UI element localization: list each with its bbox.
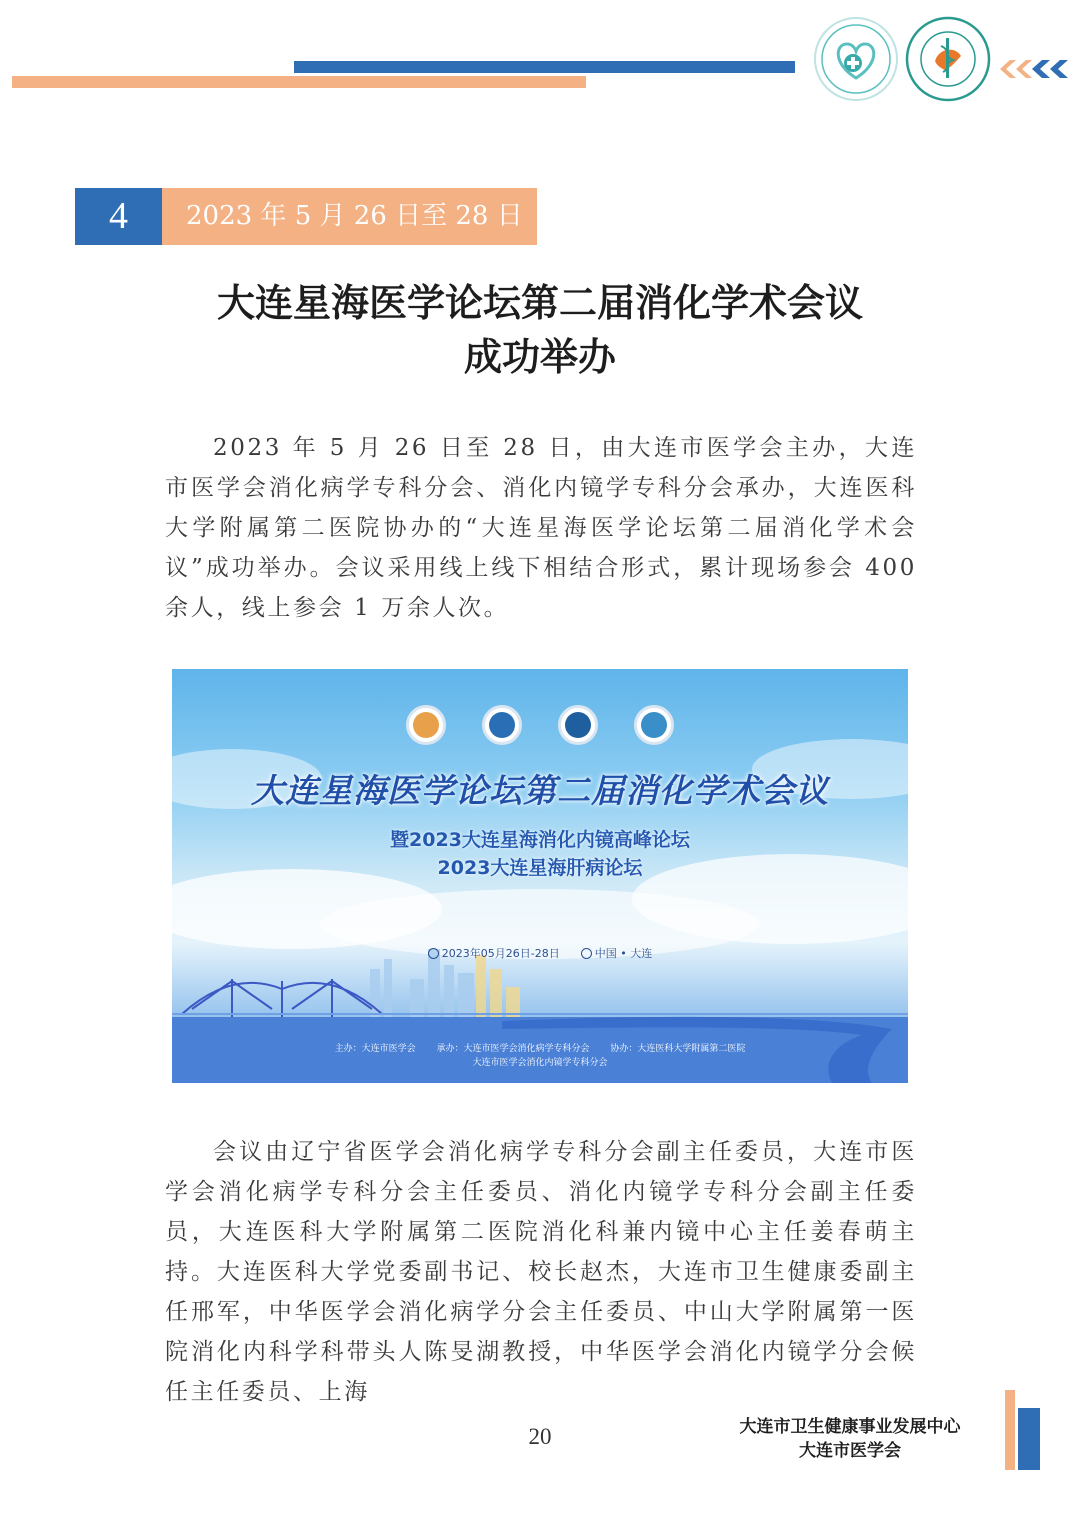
banner-logo-icon — [558, 705, 598, 745]
medical-association-logo-icon — [905, 16, 991, 102]
banner-co-organizer: 协办：大连医科大学附属第二医院 — [610, 1044, 746, 1054]
section-date: 2023 年 5 月 26 日至 28 日 — [162, 188, 537, 245]
footer-org-1: 大连市卫生健康事业发展中心 — [739, 1417, 961, 1437]
page-title — [90, 276, 990, 384]
chevron-left-icon — [1000, 60, 1072, 78]
banner-logo-icon — [634, 705, 674, 745]
title-line-1: 大连星海医学论坛第二届消化学术会议 — [216, 281, 863, 325]
banner-date: 2023年05月26日-28日 — [441, 947, 560, 960]
banner-logos — [172, 705, 908, 745]
page-number: 20 — [528, 1424, 552, 1449]
footer-org-2: 大连市医学会 — [799, 1441, 901, 1461]
title-line-2: 成功举办 — [463, 335, 616, 379]
header-orange-bar — [12, 76, 586, 88]
paragraph-body: 会议由辽宁省医学会消化病学专科分会副主任委员，大连市医学会消化病学专科分会主任委员、消化内镜学专科分会副主任委员，大连医科大学附属第二医院消化科兼内镜中心主任姜春萌主持。大连医科大学党委副书记、校长赵杰，大连市卫生健康委副主任邢军，中华医学会消化病学分会主任委员、中山大学附属第一医院消化内科学科带头人陈旻湖教授，中华医学会消化内镜学分会候任主任委员、上海 — [165, 1139, 917, 1405]
banner-organizers — [172, 1042, 908, 1070]
location-pin-icon — [581, 948, 592, 959]
footer-orange-bar — [1005, 1390, 1015, 1470]
paragraph-intro: 2023 年 5 月 26 日至 28 日，由大连市医学会主办，大连市医学会消化病学专科分会、消化内镜学专科分会承办，大连医科大学附属第二医院协办的“大连星海医学论坛第二届消化学术会议”成功举办。会议采用线上线下相结合形式，累计现场参会 400 余人，线上参会 1 万余人次。 — [165, 435, 917, 621]
banner-logo-icon — [482, 705, 522, 745]
health-center-logo-icon — [813, 16, 899, 102]
banner-title: 大连星海医学论坛第二届消化学术会议 — [251, 771, 829, 810]
banner-host: 主办：大连市医学会 — [334, 1044, 416, 1054]
banner-logo-icon — [406, 705, 446, 745]
header-blue-bar — [294, 61, 795, 73]
conference-banner — [172, 669, 908, 1083]
banner-subtitle-2: 2023大连星海肝病论坛 — [437, 857, 643, 879]
footer-blue-bar — [1018, 1408, 1040, 1470]
banner-subtitle-1: 暨2023大连星海消化内镜高峰论坛 — [390, 829, 690, 851]
footer-organizations — [700, 1415, 1000, 1463]
section-number: 4 — [75, 188, 162, 245]
banner-location: 中国 • 大连 — [594, 947, 653, 960]
banner-organizer-2: 大连市医学会消化内镜学专科分会 — [472, 1058, 608, 1068]
banner-organizer: 承办：大连市医学会消化病学专科分会 — [436, 1044, 590, 1054]
clock-icon — [428, 948, 439, 959]
banner-info — [172, 945, 908, 961]
